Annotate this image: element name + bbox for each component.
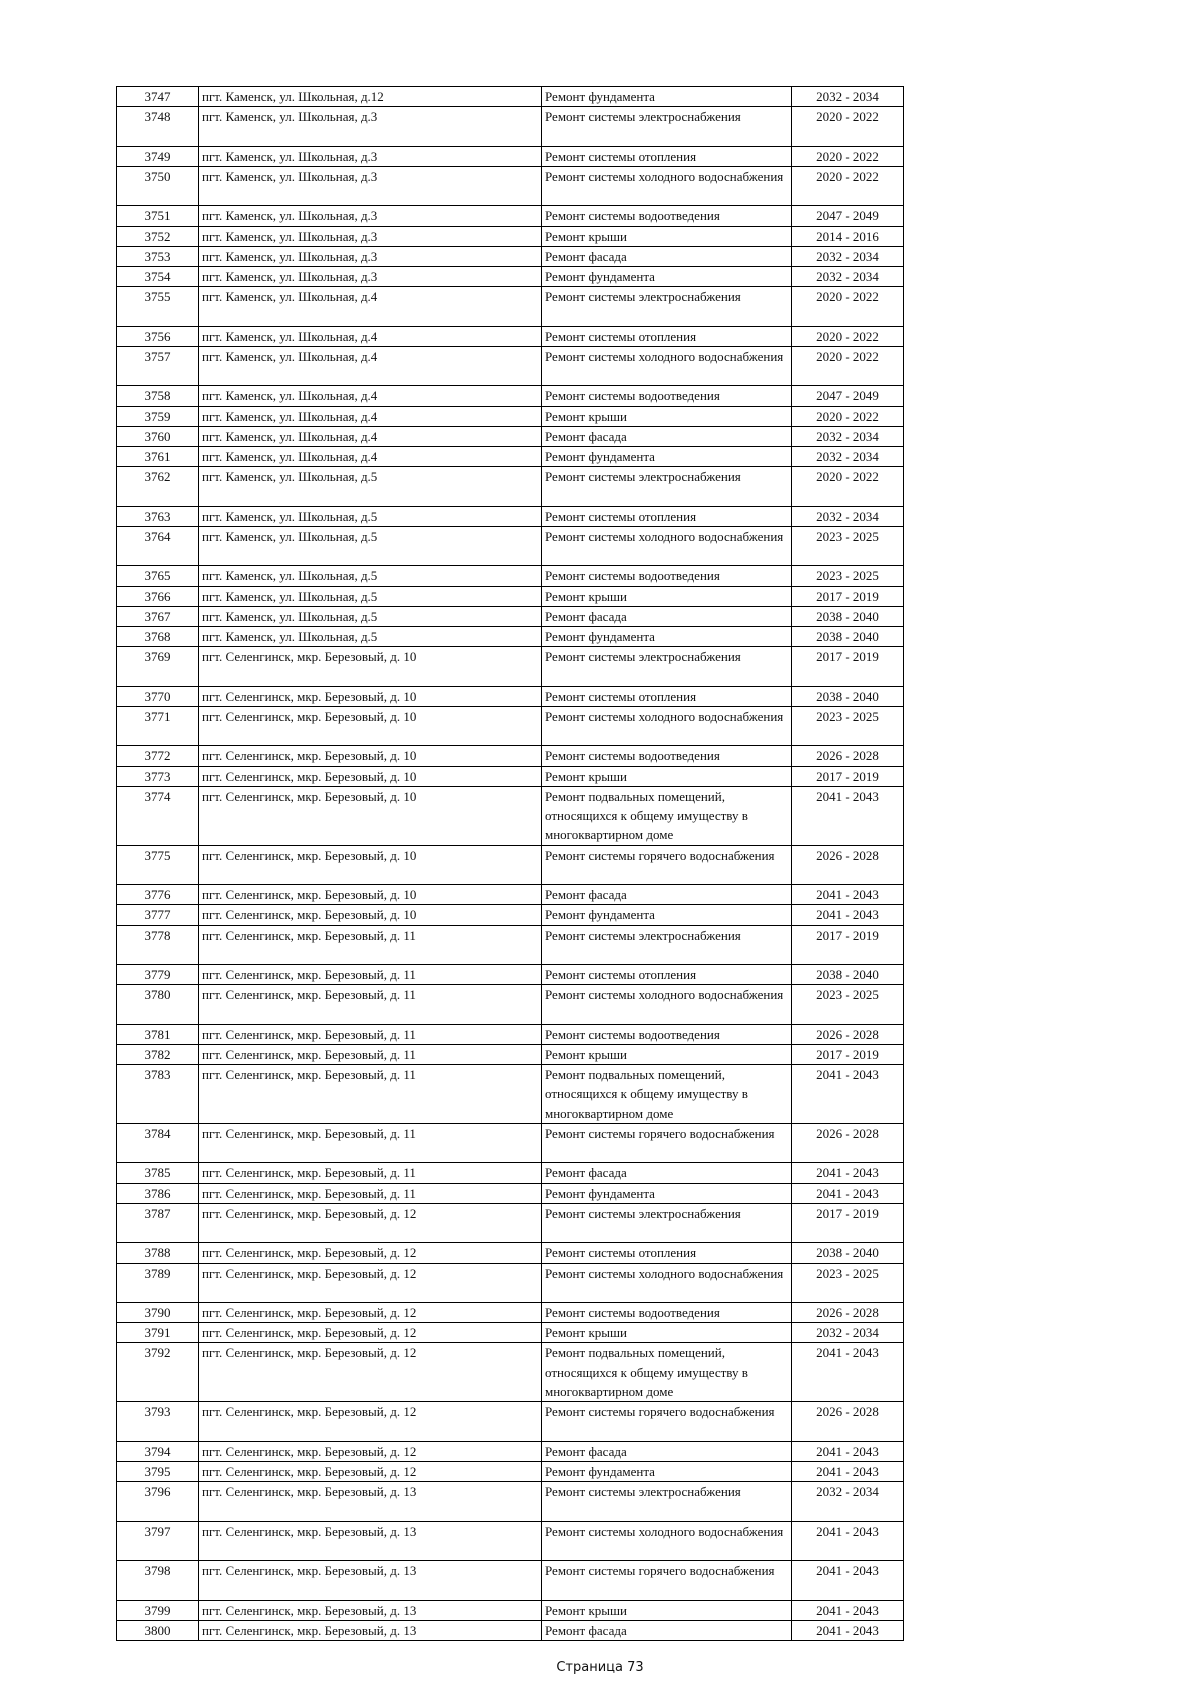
address-cell: пгт. Селенгинск, мкр. Березовый, д. 13 (199, 1620, 542, 1640)
row-number-cell: 3762 (117, 467, 199, 507)
row-number-cell: 3797 (117, 1521, 199, 1561)
table-row (117, 107, 904, 147)
work-type-cell: Ремонт фундамента (542, 447, 792, 467)
row-number-cell: 3747 (117, 87, 199, 107)
address-cell: пгт. Селенгинск, мкр. Березовый, д. 13 (199, 1600, 542, 1620)
period-cell: 2020 - 2022 (792, 346, 904, 386)
period-cell: 2020 - 2022 (792, 107, 904, 147)
row-number-cell: 3783 (117, 1065, 199, 1124)
address-cell: пгт. Каменск, ул. Школьная, д.4 (199, 447, 542, 467)
address-cell: пгт. Селенгинск, мкр. Березовый, д. 11 (199, 1065, 542, 1124)
address-cell: пгт. Каменск, ул. Школьная, д.4 (199, 287, 542, 327)
period-cell: 2038 - 2040 (792, 606, 904, 626)
address-cell: пгт. Селенгинск, мкр. Березовый, д. 10 (199, 746, 542, 766)
row-number-cell: 3769 (117, 647, 199, 687)
period-cell: 2047 - 2049 (792, 386, 904, 406)
row-number-cell: 3763 (117, 506, 199, 526)
work-type-cell: Ремонт крыши (542, 586, 792, 606)
row-number-cell: 3773 (117, 766, 199, 786)
address-cell: пгт. Селенгинск, мкр. Березовый, д. 12 (199, 1343, 542, 1402)
address-cell: пгт. Селенгинск, мкр. Березовый, д. 10 (199, 885, 542, 905)
address-cell: пгт. Селенгинск, мкр. Березовый, д. 12 (199, 1402, 542, 1442)
period-cell: 2041 - 2043 (792, 1521, 904, 1561)
row-number-cell: 3754 (117, 267, 199, 287)
work-type-cell: Ремонт фасада (542, 246, 792, 266)
period-cell: 2032 - 2034 (792, 246, 904, 266)
work-type-cell: Ремонт системы холодного водоснабжения (542, 346, 792, 386)
period-cell: 2020 - 2022 (792, 406, 904, 426)
row-number-cell: 3782 (117, 1044, 199, 1064)
period-cell: 2032 - 2034 (792, 506, 904, 526)
table-row (117, 686, 904, 706)
period-cell: 2017 - 2019 (792, 1203, 904, 1243)
table-row (117, 1183, 904, 1203)
row-number-cell: 3778 (117, 925, 199, 965)
table-row (117, 1620, 904, 1640)
row-number-cell: 3780 (117, 985, 199, 1025)
address-cell: пгт. Каменск, ул. Школьная, д.3 (199, 107, 542, 147)
work-type-cell: Ремонт системы отопления (542, 146, 792, 166)
table-row (117, 506, 904, 526)
period-cell: 2041 - 2043 (792, 1600, 904, 1620)
table-row (117, 326, 904, 346)
row-number-cell: 3752 (117, 226, 199, 246)
address-cell: пгт. Каменск, ул. Школьная, д.5 (199, 506, 542, 526)
table-row (117, 1163, 904, 1183)
address-cell: пгт. Селенгинск, мкр. Березовый, д. 12 (199, 1303, 542, 1323)
address-cell: пгт. Каменск, ул. Школьная, д.3 (199, 267, 542, 287)
work-type-cell: Ремонт системы горячего водоснабжения (542, 1123, 792, 1163)
period-cell: 2026 - 2028 (792, 1123, 904, 1163)
work-type-cell: Ремонт системы электроснабжения (542, 1482, 792, 1522)
address-cell: пгт. Селенгинск, мкр. Березовый, д. 12 (199, 1461, 542, 1481)
table-row (117, 386, 904, 406)
address-cell: пгт. Каменск, ул. Школьная, д.5 (199, 566, 542, 586)
work-type-cell: Ремонт крыши (542, 226, 792, 246)
address-cell: пгт. Каменск, ул. Школьная, д.4 (199, 406, 542, 426)
work-type-cell: Ремонт фундамента (542, 1183, 792, 1203)
address-cell: пгт. Каменск, ул. Школьная, д.3 (199, 146, 542, 166)
work-type-cell: Ремонт системы холодного водоснабжения (542, 985, 792, 1025)
period-cell: 2041 - 2043 (792, 1561, 904, 1601)
row-number-cell: 3793 (117, 1402, 199, 1442)
address-cell: пгт. Селенгинск, мкр. Березовый, д. 11 (199, 1163, 542, 1183)
address-cell: пгт. Селенгинск, мкр. Березовый, д. 11 (199, 965, 542, 985)
table-row (117, 287, 904, 327)
table-row (117, 226, 904, 246)
work-type-cell: Ремонт системы водоотведения (542, 746, 792, 766)
row-number-cell: 3751 (117, 206, 199, 226)
address-cell: пгт. Селенгинск, мкр. Березовый, д. 13 (199, 1482, 542, 1522)
table-row (117, 1561, 904, 1601)
work-type-cell: Ремонт крыши (542, 1600, 792, 1620)
address-cell: пгт. Селенгинск, мкр. Березовый, д. 12 (199, 1203, 542, 1243)
table-row (117, 985, 904, 1025)
table-row (117, 526, 904, 566)
row-number-cell: 3775 (117, 845, 199, 885)
address-cell: пгт. Селенгинск, мкр. Березовый, д. 11 (199, 925, 542, 965)
address-cell: пгт. Каменск, ул. Школьная, д.3 (199, 226, 542, 246)
address-cell: пгт. Селенгинск, мкр. Березовый, д. 11 (199, 1123, 542, 1163)
page-footer (0, 1660, 1200, 1675)
table-row (117, 1123, 904, 1163)
table-row (117, 845, 904, 885)
work-type-cell: Ремонт фундамента (542, 267, 792, 287)
row-number-cell: 3787 (117, 1203, 199, 1243)
address-cell: пгт. Каменск, ул. Школьная, д.4 (199, 326, 542, 346)
table-row (117, 346, 904, 386)
address-cell: пгт. Селенгинск, мкр. Березовый, д. 11 (199, 1024, 542, 1044)
address-cell: пгт. Каменск, ул. Школьная, д.5 (199, 606, 542, 626)
row-number-cell: 3767 (117, 606, 199, 626)
period-cell: 2026 - 2028 (792, 845, 904, 885)
address-cell: пгт. Каменск, ул. Школьная, д.4 (199, 426, 542, 446)
work-type-cell: Ремонт системы водоотведения (542, 1024, 792, 1044)
period-cell: 2047 - 2049 (792, 206, 904, 226)
period-cell: 2038 - 2040 (792, 686, 904, 706)
period-cell: 2032 - 2034 (792, 426, 904, 446)
period-cell: 2038 - 2040 (792, 627, 904, 647)
table-row (117, 467, 904, 507)
work-type-cell: Ремонт фундамента (542, 87, 792, 107)
table-row (117, 1303, 904, 1323)
work-type-cell: Ремонт системы отопления (542, 326, 792, 346)
row-number-cell: 3798 (117, 1561, 199, 1601)
row-number-cell: 3799 (117, 1600, 199, 1620)
work-type-cell: Ремонт системы холодного водоснабжения (542, 1521, 792, 1561)
work-type-cell: Ремонт системы горячего водоснабжения (542, 1402, 792, 1442)
row-number-cell: 3756 (117, 326, 199, 346)
work-type-cell: Ремонт системы электроснабжения (542, 287, 792, 327)
work-type-cell: Ремонт подвальных помещений, относящихся к общему имуществу в многоквартирном доме (542, 786, 792, 845)
table-row (117, 447, 904, 467)
period-cell: 2023 - 2025 (792, 706, 904, 746)
row-number-cell: 3757 (117, 346, 199, 386)
row-number-cell: 3800 (117, 1620, 199, 1640)
period-cell: 2041 - 2043 (792, 1461, 904, 1481)
work-type-cell: Ремонт системы холодного водоснабжения (542, 166, 792, 206)
work-type-cell: Ремонт системы холодного водоснабжения (542, 706, 792, 746)
row-number-cell: 3779 (117, 965, 199, 985)
table-row (117, 586, 904, 606)
period-cell: 2023 - 2025 (792, 526, 904, 566)
address-cell: пгт. Селенгинск, мкр. Березовый, д. 13 (199, 1561, 542, 1601)
table-row (117, 606, 904, 626)
table-row (117, 746, 904, 766)
row-number-cell: 3786 (117, 1183, 199, 1203)
period-cell: 2023 - 2025 (792, 985, 904, 1025)
row-number-cell: 3792 (117, 1343, 199, 1402)
work-type-cell: Ремонт системы холодного водоснабжения (542, 526, 792, 566)
table-row (117, 1044, 904, 1064)
address-cell: пгт. Каменск, ул. Школьная, д.5 (199, 586, 542, 606)
table-row (117, 1203, 904, 1243)
work-type-cell: Ремонт фасада (542, 1620, 792, 1640)
address-cell: пгт. Селенгинск, мкр. Березовый, д. 12 (199, 1263, 542, 1303)
table-row (117, 146, 904, 166)
period-cell: 2041 - 2043 (792, 885, 904, 905)
table-row (117, 925, 904, 965)
address-cell: пгт. Каменск, ул. Школьная, д.5 (199, 467, 542, 507)
work-type-cell: Ремонт фасада (542, 1441, 792, 1461)
period-cell: 2014 - 2016 (792, 226, 904, 246)
row-number-cell: 3748 (117, 107, 199, 147)
period-cell: 2038 - 2040 (792, 1243, 904, 1263)
period-cell: 2026 - 2028 (792, 1402, 904, 1442)
period-cell: 2032 - 2034 (792, 1482, 904, 1522)
period-cell: 2017 - 2019 (792, 586, 904, 606)
period-cell: 2041 - 2043 (792, 1065, 904, 1124)
row-number-cell: 3771 (117, 706, 199, 746)
address-cell: пгт. Каменск, ул. Школьная, д.3 (199, 246, 542, 266)
address-cell: пгт. Селенгинск, мкр. Березовый, д. 12 (199, 1243, 542, 1263)
address-cell: пгт. Селенгинск, мкр. Березовый, д. 11 (199, 1044, 542, 1064)
work-type-cell: Ремонт системы холодного водоснабжения (542, 1263, 792, 1303)
work-type-cell: Ремонт фасада (542, 426, 792, 446)
work-type-cell: Ремонт фасада (542, 1163, 792, 1183)
period-cell: 2032 - 2034 (792, 267, 904, 287)
address-cell: пгт. Каменск, ул. Школьная, д.5 (199, 526, 542, 566)
table-row (117, 1461, 904, 1481)
address-cell: пгт. Селенгинск, мкр. Березовый, д. 10 (199, 766, 542, 786)
work-type-cell: Ремонт фундамента (542, 905, 792, 925)
period-cell: 2041 - 2043 (792, 1620, 904, 1640)
period-cell: 2041 - 2043 (792, 1441, 904, 1461)
table-row (117, 1243, 904, 1263)
row-number-cell: 3790 (117, 1303, 199, 1323)
table-row (117, 766, 904, 786)
period-cell: 2017 - 2019 (792, 925, 904, 965)
work-type-cell: Ремонт крыши (542, 766, 792, 786)
works-table-body (117, 87, 904, 1641)
work-type-cell: Ремонт фундамента (542, 627, 792, 647)
table-row (117, 246, 904, 266)
address-cell: пгт. Селенгинск, мкр. Березовый, д. 13 (199, 1521, 542, 1561)
period-cell: 2020 - 2022 (792, 326, 904, 346)
table-row (117, 1441, 904, 1461)
table-row (117, 206, 904, 226)
table-row (117, 647, 904, 687)
row-number-cell: 3781 (117, 1024, 199, 1044)
table-row (117, 1402, 904, 1442)
table-row (117, 1521, 904, 1561)
address-cell: пгт. Селенгинск, мкр. Березовый, д. 10 (199, 845, 542, 885)
row-number-cell: 3774 (117, 786, 199, 845)
period-cell: 2017 - 2019 (792, 766, 904, 786)
table-row (117, 786, 904, 845)
work-type-cell: Ремонт системы отопления (542, 1243, 792, 1263)
period-cell: 2032 - 2034 (792, 1323, 904, 1343)
work-type-cell: Ремонт подвальных помещений, относящихся к общему имуществу в многоквартирном доме (542, 1343, 792, 1402)
row-number-cell: 3777 (117, 905, 199, 925)
table-row (117, 1065, 904, 1124)
row-number-cell: 3766 (117, 586, 199, 606)
address-cell: пгт. Селенгинск, мкр. Березовый, д. 11 (199, 985, 542, 1025)
work-type-cell: Ремонт фундамента (542, 1461, 792, 1481)
period-cell: 2020 - 2022 (792, 166, 904, 206)
work-type-cell: Ремонт системы водоотведения (542, 206, 792, 226)
table-row (117, 1482, 904, 1522)
address-cell: пгт. Селенгинск, мкр. Березовый, д. 10 (199, 686, 542, 706)
table-row (117, 1323, 904, 1343)
address-cell: пгт. Селенгинск, мкр. Березовый, д. 10 (199, 706, 542, 746)
row-number-cell: 3776 (117, 885, 199, 905)
work-type-cell: Ремонт системы горячего водоснабжения (542, 1561, 792, 1601)
address-cell: пгт. Каменск, ул. Школьная, д.3 (199, 206, 542, 226)
row-number-cell: 3759 (117, 406, 199, 426)
period-cell: 2020 - 2022 (792, 146, 904, 166)
table-row (117, 1263, 904, 1303)
address-cell: пгт. Каменск, ул. Школьная, д.4 (199, 386, 542, 406)
row-number-cell: 3750 (117, 166, 199, 206)
period-cell: 2026 - 2028 (792, 1303, 904, 1323)
row-number-cell: 3785 (117, 1163, 199, 1183)
row-number-cell: 3791 (117, 1323, 199, 1343)
period-cell: 2017 - 2019 (792, 647, 904, 687)
period-cell: 2026 - 2028 (792, 746, 904, 766)
period-cell: 2038 - 2040 (792, 965, 904, 985)
period-cell: 2020 - 2022 (792, 287, 904, 327)
period-cell: 2041 - 2043 (792, 1183, 904, 1203)
work-type-cell: Ремонт системы электроснабжения (542, 1203, 792, 1243)
work-type-cell: Ремонт системы электроснабжения (542, 467, 792, 507)
period-cell: 2017 - 2019 (792, 1044, 904, 1064)
work-type-cell: Ремонт крыши (542, 406, 792, 426)
work-type-cell: Ремонт системы водоотведения (542, 1303, 792, 1323)
work-type-cell: Ремонт системы водоотведения (542, 566, 792, 586)
work-type-cell: Ремонт крыши (542, 1044, 792, 1064)
period-cell: 2020 - 2022 (792, 467, 904, 507)
table-row (117, 406, 904, 426)
row-number-cell: 3789 (117, 1263, 199, 1303)
row-number-cell: 3765 (117, 566, 199, 586)
period-cell: 2041 - 2043 (792, 1163, 904, 1183)
work-type-cell: Ремонт фасада (542, 885, 792, 905)
period-cell: 2041 - 2043 (792, 905, 904, 925)
row-number-cell: 3788 (117, 1243, 199, 1263)
table-row (117, 1024, 904, 1044)
address-cell: пгт. Каменск, ул. Школьная, д.5 (199, 627, 542, 647)
row-number-cell: 3770 (117, 686, 199, 706)
row-number-cell: 3760 (117, 426, 199, 446)
table-row (117, 267, 904, 287)
table-row (117, 566, 904, 586)
work-type-cell: Ремонт системы водоотведения (542, 386, 792, 406)
work-type-cell: Ремонт системы отопления (542, 506, 792, 526)
work-type-cell: Ремонт системы электроснабжения (542, 107, 792, 147)
table-row (117, 1600, 904, 1620)
work-type-cell: Ремонт системы отопления (542, 965, 792, 985)
address-cell: пгт. Каменск, ул. Школьная, д.3 (199, 166, 542, 206)
work-type-cell: Ремонт системы отопления (542, 686, 792, 706)
period-cell: 2023 - 2025 (792, 566, 904, 586)
work-type-cell: Ремонт фасада (542, 606, 792, 626)
work-type-cell: Ремонт системы электроснабжения (542, 925, 792, 965)
table-row (117, 706, 904, 746)
works-table (116, 86, 904, 1641)
address-cell: пгт. Каменск, ул. Школьная, д.12 (199, 87, 542, 107)
period-cell: 2041 - 2043 (792, 786, 904, 845)
address-cell: пгт. Селенгинск, мкр. Березовый, д. 12 (199, 1323, 542, 1343)
table-row (117, 965, 904, 985)
period-cell: 2026 - 2028 (792, 1024, 904, 1044)
period-cell: 2041 - 2043 (792, 1343, 904, 1402)
row-number-cell: 3795 (117, 1461, 199, 1481)
page-number: Страница 73 (556, 1660, 644, 1675)
row-number-cell: 3755 (117, 287, 199, 327)
work-type-cell: Ремонт системы электроснабжения (542, 647, 792, 687)
address-cell: пгт. Селенгинск, мкр. Березовый, д. 10 (199, 647, 542, 687)
address-cell: пгт. Селенгинск, мкр. Березовый, д. 10 (199, 786, 542, 845)
table-row (117, 885, 904, 905)
address-cell: пгт. Селенгинск, мкр. Березовый, д. 10 (199, 905, 542, 925)
table-row (117, 87, 904, 107)
row-number-cell: 3761 (117, 447, 199, 467)
address-cell: пгт. Селенгинск, мкр. Березовый, д. 11 (199, 1183, 542, 1203)
row-number-cell: 3796 (117, 1482, 199, 1522)
row-number-cell: 3749 (117, 146, 199, 166)
address-cell: пгт. Селенгинск, мкр. Березовый, д. 12 (199, 1441, 542, 1461)
table-row (117, 426, 904, 446)
work-type-cell: Ремонт крыши (542, 1323, 792, 1343)
row-number-cell: 3758 (117, 386, 199, 406)
address-cell: пгт. Каменск, ул. Школьная, д.4 (199, 346, 542, 386)
row-number-cell: 3764 (117, 526, 199, 566)
row-number-cell: 3784 (117, 1123, 199, 1163)
table-row (117, 1343, 904, 1402)
period-cell: 2032 - 2034 (792, 87, 904, 107)
table-row (117, 627, 904, 647)
row-number-cell: 3768 (117, 627, 199, 647)
period-cell: 2023 - 2025 (792, 1263, 904, 1303)
row-number-cell: 3772 (117, 746, 199, 766)
table-row (117, 166, 904, 206)
work-type-cell: Ремонт системы горячего водоснабжения (542, 845, 792, 885)
table-row (117, 905, 904, 925)
row-number-cell: 3794 (117, 1441, 199, 1461)
row-number-cell: 3753 (117, 246, 199, 266)
period-cell: 2032 - 2034 (792, 447, 904, 467)
work-type-cell: Ремонт подвальных помещений, относящихся к общему имуществу в многоквартирном доме (542, 1065, 792, 1124)
